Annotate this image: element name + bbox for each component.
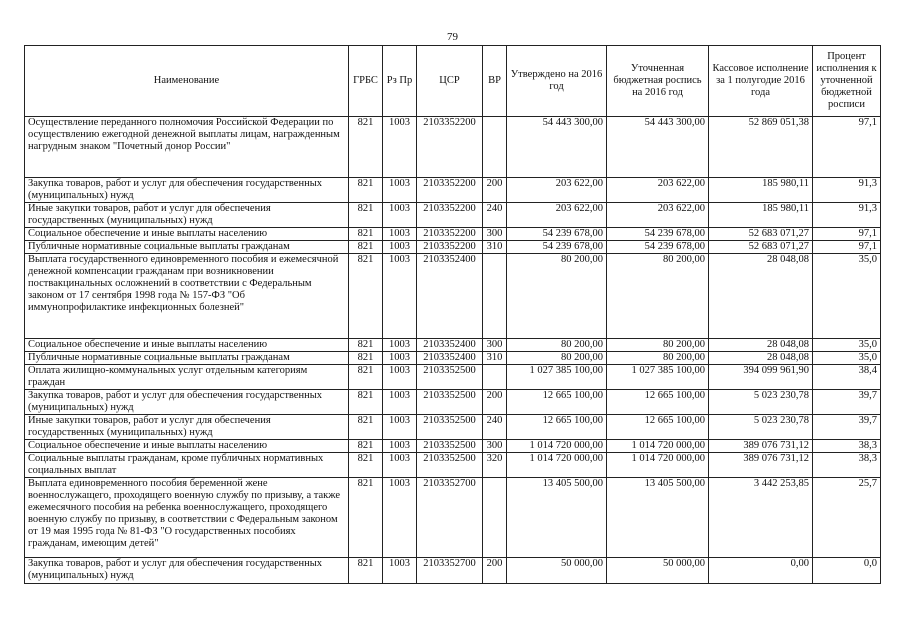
cell-vr: 320 xyxy=(483,453,507,478)
cell-cash: 28 048,08 xyxy=(709,352,813,365)
cell-csr: 2103352400 xyxy=(417,254,483,339)
cell-cash: 52 869 051,38 xyxy=(709,117,813,178)
cell-percent: 35,0 xyxy=(813,352,881,365)
cell-refined: 13 405 500,00 xyxy=(607,478,709,558)
cell-csr: 2103352200 xyxy=(417,228,483,241)
cell-name: Социальные выплаты гражданам, кроме публичных нормативных социальных выплат xyxy=(25,453,349,478)
cell-percent: 97,1 xyxy=(813,117,881,178)
cell-rzpr: 1003 xyxy=(383,415,417,440)
cell-grbs: 821 xyxy=(349,365,383,390)
table-row xyxy=(25,440,881,453)
cell-csr: 2103352500 xyxy=(417,365,483,390)
cell-grbs: 821 xyxy=(349,390,383,415)
cell-name: Социальное обеспечение и иные выплаты населению xyxy=(25,339,349,352)
table-header xyxy=(25,46,881,117)
cell-cash: 28 048,08 xyxy=(709,254,813,339)
cell-approved: 12 665 100,00 xyxy=(507,390,607,415)
cell-percent: 91,3 xyxy=(813,178,881,203)
cell-csr: 2103352500 xyxy=(417,440,483,453)
cell-approved: 12 665 100,00 xyxy=(507,415,607,440)
cell-percent: 38,3 xyxy=(813,440,881,453)
table-row xyxy=(25,339,881,352)
cell-rzpr: 1003 xyxy=(383,339,417,352)
cell-grbs: 821 xyxy=(349,339,383,352)
cell-refined: 12 665 100,00 xyxy=(607,390,709,415)
cell-rzpr: 1003 xyxy=(383,390,417,415)
cell-vr xyxy=(483,254,507,339)
cell-rzpr: 1003 xyxy=(383,558,417,584)
cell-grbs: 821 xyxy=(349,440,383,453)
cell-csr: 2103352200 xyxy=(417,178,483,203)
cell-name: Социальное обеспечение и иные выплаты населению xyxy=(25,228,349,241)
header-approved: Утверждено на 2016 год xyxy=(507,46,607,117)
cell-cash: 5 023 230,78 xyxy=(709,415,813,440)
cell-approved: 1 014 720 000,00 xyxy=(507,440,607,453)
cell-percent: 38,3 xyxy=(813,453,881,478)
cell-percent: 38,4 xyxy=(813,365,881,390)
cell-vr: 200 xyxy=(483,558,507,584)
cell-refined: 1 014 720 000,00 xyxy=(607,440,709,453)
table-row xyxy=(25,558,881,584)
header-rzpr: Рз Пр xyxy=(383,46,417,117)
cell-name: Осуществление переданного полномочия Российской Федерации по осуществлению ежегодной денежной выплаты лицам, награжденным нагрудным знаком "Почетный донор России" xyxy=(25,117,349,178)
cell-vr: 310 xyxy=(483,352,507,365)
cell-approved: 80 200,00 xyxy=(507,339,607,352)
cell-name: Выплата единовременного пособия беременной жене военнослужащего, проходящего военную службу по призыву, а также ежемесячного пособия на ребенка военнослужащего, проходящего военную службу по призыву, в соответствии с Федеральным законом от 19 мая 1995 года № 81-ФЗ "О государственных пособиях гражданам, имеющим детей" xyxy=(25,478,349,558)
cell-vr: 200 xyxy=(483,390,507,415)
cell-vr xyxy=(483,117,507,178)
cell-rzpr: 1003 xyxy=(383,241,417,254)
cell-refined: 80 200,00 xyxy=(607,352,709,365)
table-row xyxy=(25,228,881,241)
cell-cash: 52 683 071,27 xyxy=(709,228,813,241)
table-row xyxy=(25,415,881,440)
cell-grbs: 821 xyxy=(349,558,383,584)
cell-rzpr: 1003 xyxy=(383,178,417,203)
table-row xyxy=(25,241,881,254)
cell-csr: 2103352500 xyxy=(417,390,483,415)
cell-cash: 389 076 731,12 xyxy=(709,440,813,453)
cell-name: Закупка товаров, работ и услуг для обеспечения государственных (муниципальных) нужд xyxy=(25,558,349,584)
cell-grbs: 821 xyxy=(349,352,383,365)
cell-refined: 80 200,00 xyxy=(607,254,709,339)
cell-refined: 1 027 385 100,00 xyxy=(607,365,709,390)
cell-refined: 80 200,00 xyxy=(607,339,709,352)
cell-approved: 1 014 720 000,00 xyxy=(507,453,607,478)
cell-grbs: 821 xyxy=(349,241,383,254)
cell-csr: 2103352500 xyxy=(417,453,483,478)
cell-cash: 185 980,11 xyxy=(709,178,813,203)
cell-cash: 5 023 230,78 xyxy=(709,390,813,415)
cell-refined: 50 000,00 xyxy=(607,558,709,584)
cell-percent: 91,3 xyxy=(813,203,881,228)
cell-approved: 80 200,00 xyxy=(507,254,607,339)
cell-approved: 54 239 678,00 xyxy=(507,228,607,241)
cell-csr: 2103352200 xyxy=(417,117,483,178)
cell-grbs: 821 xyxy=(349,117,383,178)
cell-csr: 2103352700 xyxy=(417,478,483,558)
cell-approved: 54 239 678,00 xyxy=(507,241,607,254)
cell-vr xyxy=(483,365,507,390)
cell-refined: 54 443 300,00 xyxy=(607,117,709,178)
cell-name: Закупка товаров, работ и услуг для обеспечения государственных (муниципальных) нужд xyxy=(25,178,349,203)
cell-name: Социальное обеспечение и иные выплаты населению xyxy=(25,440,349,453)
cell-cash: 28 048,08 xyxy=(709,339,813,352)
budget-execution-table xyxy=(24,45,881,584)
cell-csr: 2103352200 xyxy=(417,203,483,228)
header-name: Наименование xyxy=(25,46,349,117)
cell-percent: 0,0 xyxy=(813,558,881,584)
cell-csr: 2103352700 xyxy=(417,558,483,584)
cell-rzpr: 1003 xyxy=(383,228,417,241)
cell-name: Выплата государственного единовременного пособия и ежемесячной денежной компенсации гражданам при возникновении поствакцинальных осложнений в соответствии с Федеральным законом от 17 сентября 1998 года № 157-ФЗ "Об иммунопрофилактике инфекционных болезней" xyxy=(25,254,349,339)
cell-vr: 310 xyxy=(483,241,507,254)
cell-rzpr: 1003 xyxy=(383,117,417,178)
cell-grbs: 821 xyxy=(349,178,383,203)
cell-name: Оплата жилищно-коммунальных услуг отдельным категориям граждан xyxy=(25,365,349,390)
cell-cash: 394 099 961,90 xyxy=(709,365,813,390)
cell-rzpr: 1003 xyxy=(383,440,417,453)
cell-cash: 0,00 xyxy=(709,558,813,584)
cell-rzpr: 1003 xyxy=(383,365,417,390)
cell-cash: 185 980,11 xyxy=(709,203,813,228)
cell-percent: 35,0 xyxy=(813,339,881,352)
cell-vr: 300 xyxy=(483,339,507,352)
header-cash: Кассовое исполнение за 1 полугодие 2016 года xyxy=(709,46,813,117)
cell-vr xyxy=(483,478,507,558)
cell-name: Закупка товаров, работ и услуг для обеспечения государственных (муниципальных) нужд xyxy=(25,390,349,415)
header-grbs: ГРБС xyxy=(349,46,383,117)
cell-cash: 3 442 253,85 xyxy=(709,478,813,558)
header-refined: Уточненная бюджетная роспись на 2016 год xyxy=(607,46,709,117)
cell-csr: 2103352400 xyxy=(417,339,483,352)
cell-grbs: 821 xyxy=(349,228,383,241)
cell-csr: 2103352400 xyxy=(417,352,483,365)
cell-vr: 240 xyxy=(483,415,507,440)
cell-approved: 1 027 385 100,00 xyxy=(507,365,607,390)
cell-vr: 300 xyxy=(483,440,507,453)
cell-refined: 54 239 678,00 xyxy=(607,241,709,254)
table-row xyxy=(25,365,881,390)
cell-csr: 2103352500 xyxy=(417,415,483,440)
cell-percent: 97,1 xyxy=(813,241,881,254)
cell-csr: 2103352200 xyxy=(417,241,483,254)
cell-percent: 39,7 xyxy=(813,390,881,415)
cell-cash: 52 683 071,27 xyxy=(709,241,813,254)
table-row xyxy=(25,453,881,478)
cell-percent: 35,0 xyxy=(813,254,881,339)
cell-refined: 203 622,00 xyxy=(607,203,709,228)
cell-grbs: 821 xyxy=(349,453,383,478)
table-row xyxy=(25,203,881,228)
cell-rzpr: 1003 xyxy=(383,203,417,228)
cell-refined: 203 622,00 xyxy=(607,178,709,203)
header-csr: ЦСР xyxy=(417,46,483,117)
cell-refined: 1 014 720 000,00 xyxy=(607,453,709,478)
table-row xyxy=(25,254,881,339)
cell-name: Публичные нормативные социальные выплаты гражданам xyxy=(25,352,349,365)
cell-rzpr: 1003 xyxy=(383,352,417,365)
cell-grbs: 821 xyxy=(349,254,383,339)
cell-percent: 97,1 xyxy=(813,228,881,241)
cell-percent: 25,7 xyxy=(813,478,881,558)
header-percent: Процент исполнения к уточненной бюджетной росписи xyxy=(813,46,881,117)
cell-refined: 54 239 678,00 xyxy=(607,228,709,241)
cell-approved: 54 443 300,00 xyxy=(507,117,607,178)
cell-rzpr: 1003 xyxy=(383,254,417,339)
cell-approved: 203 622,00 xyxy=(507,203,607,228)
cell-rzpr: 1003 xyxy=(383,478,417,558)
table-body xyxy=(25,117,881,584)
table-row xyxy=(25,178,881,203)
cell-percent: 39,7 xyxy=(813,415,881,440)
header-vr: ВР xyxy=(483,46,507,117)
cell-grbs: 821 xyxy=(349,478,383,558)
table-row xyxy=(25,352,881,365)
cell-vr: 200 xyxy=(483,178,507,203)
cell-grbs: 821 xyxy=(349,415,383,440)
page-number: 79 xyxy=(447,31,458,43)
cell-name: Иные закупки товаров, работ и услуг для обеспечения государственных (муниципальных) нужд xyxy=(25,203,349,228)
cell-approved: 80 200,00 xyxy=(507,352,607,365)
cell-grbs: 821 xyxy=(349,203,383,228)
cell-cash: 389 076 731,12 xyxy=(709,453,813,478)
cell-approved: 203 622,00 xyxy=(507,178,607,203)
cell-approved: 13 405 500,00 xyxy=(507,478,607,558)
cell-vr: 240 xyxy=(483,203,507,228)
cell-name: Публичные нормативные социальные выплаты гражданам xyxy=(25,241,349,254)
cell-vr: 300 xyxy=(483,228,507,241)
table-row xyxy=(25,117,881,178)
cell-approved: 50 000,00 xyxy=(507,558,607,584)
table-row xyxy=(25,390,881,415)
cell-refined: 12 665 100,00 xyxy=(607,415,709,440)
cell-rzpr: 1003 xyxy=(383,453,417,478)
table-row xyxy=(25,478,881,558)
cell-name: Иные закупки товаров, работ и услуг для обеспечения государственных (муниципальных) нужд xyxy=(25,415,349,440)
